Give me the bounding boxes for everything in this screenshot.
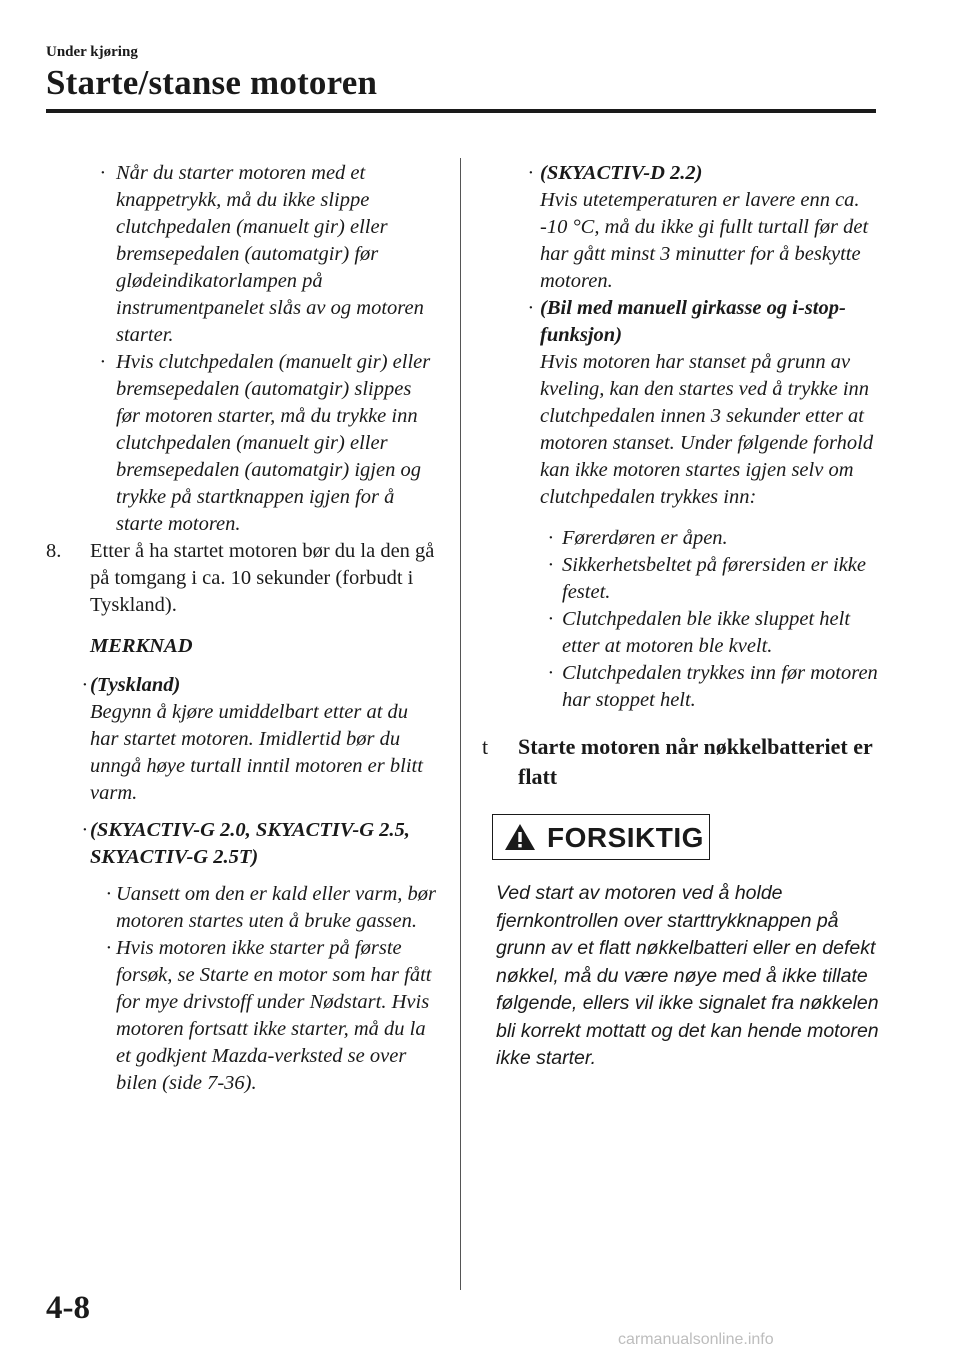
- section-heading-text: Starte motoren når nøkkelbatteriet er flatt: [518, 734, 873, 789]
- sub-bullet-text: Uansett om den er kald eller varm, bør motoren startes uten å bruke gassen.: [116, 883, 436, 932]
- bullet-dot-icon: ·: [548, 608, 554, 630]
- heading-marker: t: [482, 734, 489, 759]
- condition-text: Sikkerhetsbeltet på førersiden er ikke festet.: [562, 554, 866, 603]
- bullet-dot-icon: ·: [528, 162, 534, 184]
- section-heading: [482, 732, 882, 792]
- note-item: [482, 295, 882, 511]
- step-8: [46, 538, 440, 619]
- caution-label: FORSIKTIG: [547, 821, 704, 853]
- caution-box: [492, 814, 710, 860]
- note-heading: (Bil med manuell girkasse og i-stop-funksjon): [540, 297, 846, 346]
- condition-item: [482, 660, 882, 714]
- bullet-dot-icon: ·: [548, 662, 554, 684]
- bullet-item: [62, 160, 440, 349]
- note-item: [482, 160, 882, 295]
- bullet-dot-icon: ·: [100, 351, 106, 373]
- step-text: Etter å ha startet motoren bør du la den gå på tomgang i ca. 10 sekunder (forbudt i Tyskland).: [90, 540, 435, 616]
- condition-text: Clutchpedalen ble ikke sluppet helt etter at motoren ble kvelt.: [562, 608, 851, 657]
- sub-bullet-item: [62, 935, 440, 1097]
- bullet-text: Når du starter motoren med et knappetrykk, må du ikke slippe clutchpedalen (manuelt gir) eller bremsepedalen (automatgir) før glødeindikatorlampen på instrumentpanelet slås av og motoren starter.: [116, 162, 424, 346]
- bullet-dot-icon: ·: [106, 883, 112, 905]
- note-text: Hvis motoren har stanset på grunn av kveling, kan den startes ved å trykke inn clutchpedalen innen 3 sekunder etter at motoren stanset. Under følgende forhold kan ikke motoren startes igjen selv om clutchpedalen trykkes inn:: [540, 351, 874, 508]
- bullet-dot-icon: ·: [82, 674, 88, 696]
- column-divider: [460, 158, 461, 1290]
- condition-text: Clutchpedalen trykkes inn før motoren har stoppet helt.: [562, 662, 878, 711]
- bullet-text: Hvis clutchpedalen (manuelt gir) eller bremsepedalen (automatgir) slippes før motoren starter, må du trykke inn clutchpedalen (manuelt gir) eller bremsepedalen (automatgir) igjen og trykke på startknappen igjen for å starte motoren.: [116, 351, 431, 535]
- step-number: 8.: [46, 540, 62, 562]
- condition-item: [482, 525, 882, 552]
- note-heading: (SKYACTIV-D 2.2): [540, 162, 703, 184]
- sub-bullet-text: Hvis motoren ikke starter på første forsøk, se Starte en motor som har fått for mye drivstoff under Nødstart. Hvis motoren fortsatt ikke starter, må du la et godkjent Mazda-verksted se over bilen (side 7-36).: [116, 937, 432, 1094]
- title-rule: [46, 109, 876, 113]
- bullet-dot-icon: ·: [548, 527, 554, 549]
- bullet-item: [62, 349, 440, 538]
- note-item: [62, 672, 440, 807]
- caution-text: Ved start av motoren ved å holde fjernkontrollen over starttrykknappen på grunn av et flatt nøkkelbatteri eller en defekt nøkkel, må du være nøye med å ikke tillate følgende, ellers vil ikke signalet fra nøkkelen bli korrekt mottatt og det kan hende motoren ikke starter.: [496, 882, 879, 1069]
- right-column: [482, 160, 882, 1073]
- section-label: Under kjøring: [46, 44, 138, 60]
- note-text: Begynn å kjøre umiddelbart etter at du har startet motoren. Imidlertid bør du unngå høye turtall inntil motoren er blitt varm.: [90, 701, 423, 804]
- bullet-dot-icon: ·: [100, 162, 106, 184]
- condition-item: [482, 552, 882, 606]
- bullet-dot-icon: ·: [548, 554, 554, 576]
- condition-text: Førerdøren er åpen.: [562, 527, 728, 549]
- watermark: carmanualsonline.info: [618, 1331, 774, 1348]
- note-item: [62, 817, 440, 871]
- warning-icon: [503, 822, 537, 852]
- left-column: [46, 160, 440, 1097]
- bullet-dot-icon: ·: [528, 297, 534, 319]
- bullet-dot-icon: ·: [106, 937, 112, 959]
- note-title: MERKNAD: [90, 635, 193, 657]
- condition-item: [482, 606, 882, 660]
- note-heading: (Tyskland): [90, 674, 181, 696]
- note-heading: (SKYACTIV-G 2.0, SKYACTIV-G 2.5, SKYACTIV-G 2.5T): [90, 819, 410, 868]
- note-text: Hvis utetemperaturen er lavere enn ca. -10 °C, må du ikke gi fullt turtall før det har gått minst 3 minutter for å beskytte motoren.: [540, 189, 869, 292]
- page-number: 4-8: [46, 1290, 90, 1326]
- bullet-dot-icon: ·: [82, 819, 88, 841]
- sub-bullet-item: [62, 881, 440, 935]
- page-title: Starte/stanse motoren: [46, 63, 378, 102]
